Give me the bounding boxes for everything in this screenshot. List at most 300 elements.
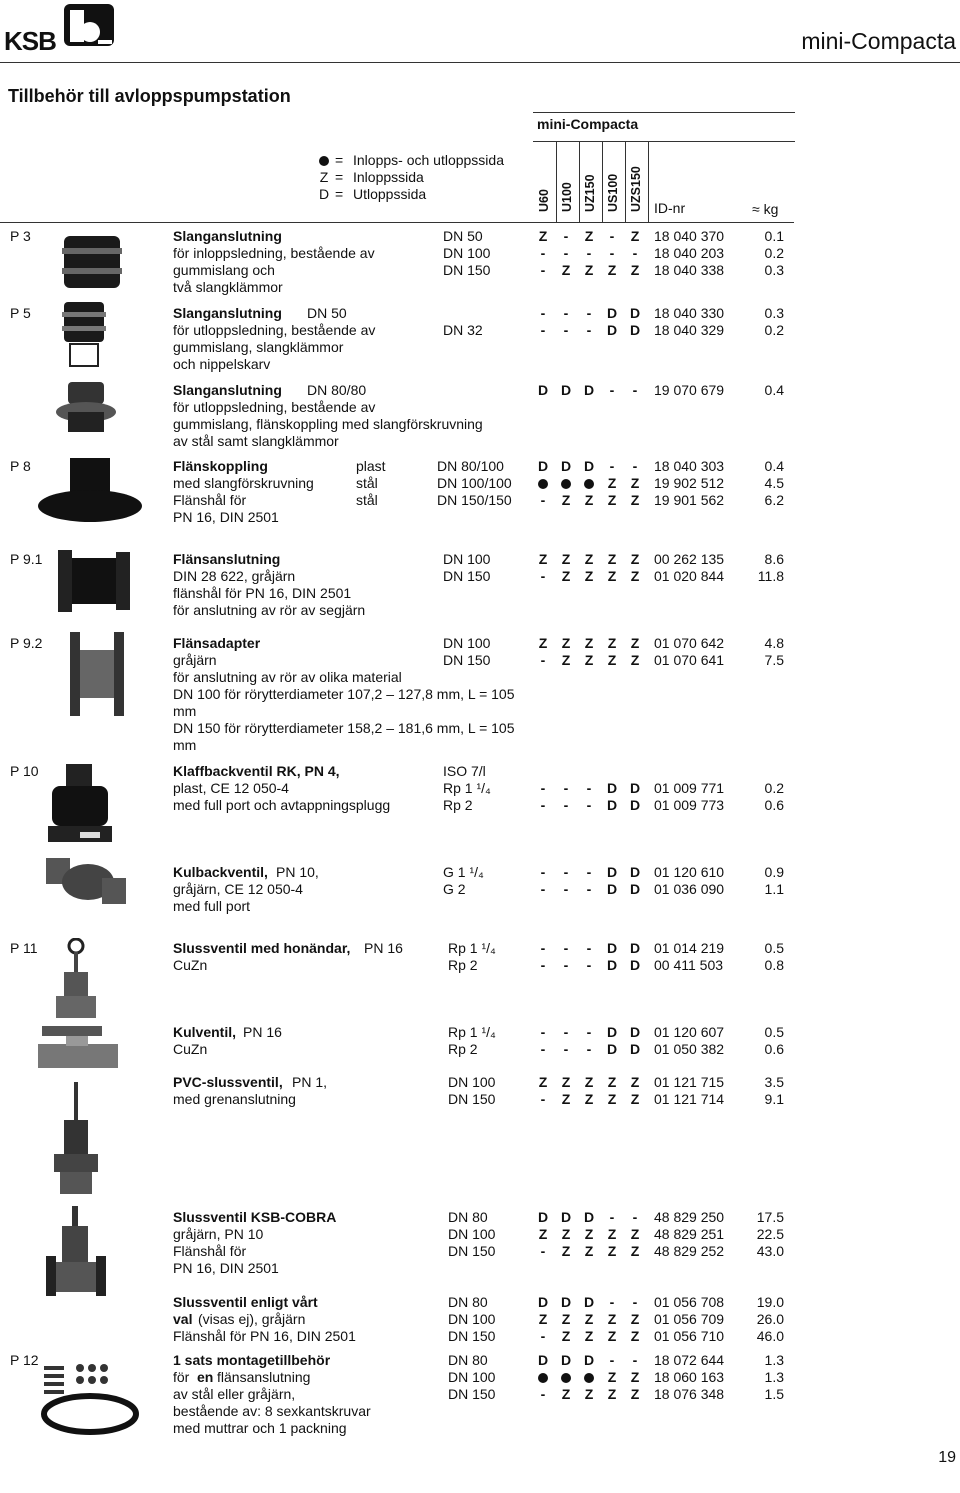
description-text: DN 100 <box>443 245 491 261</box>
mounting-kit-icon <box>40 1358 140 1436</box>
id-number: 01 009 773 <box>654 797 725 813</box>
availability-cell: D <box>583 1209 595 1225</box>
availability-cell: Z <box>630 262 640 278</box>
id-number: 01 070 641 <box>654 652 725 668</box>
id-number: 18 040 338 <box>654 262 725 278</box>
weight-kg: 26.0 <box>756 1311 784 1327</box>
legend-text: Inlopps- och utloppssida <box>353 152 504 168</box>
description-text: DN 80/80 <box>307 382 367 398</box>
description-text: DN 150 <box>443 652 491 668</box>
description-text: Flänshål för <box>173 492 247 508</box>
availability-cell: Z <box>561 551 571 567</box>
availability-cell: Z <box>538 635 548 651</box>
availability-cell: - <box>563 1041 569 1057</box>
availability-cell: Z <box>630 475 640 491</box>
weight-kg: 0.3 <box>764 305 784 321</box>
availability-cell: D <box>629 322 641 338</box>
availability-cell: Z <box>584 228 594 244</box>
description-text: DN 80 <box>448 1352 488 1368</box>
availability-cell: Z <box>607 1243 617 1259</box>
id-number: 01 014 219 <box>654 940 725 956</box>
availability-cell: Z <box>630 1386 640 1402</box>
description-text: Flänskoppling <box>173 458 268 474</box>
availability-cell: Z <box>607 492 617 508</box>
legend-eq: = <box>335 169 344 185</box>
description-text: DN 100 för rörytterdiameter 107,2 – 127,8 mm, L = 105 <box>173 686 515 702</box>
id-number: 01 056 708 <box>654 1294 725 1310</box>
description-text: Flänshål för PN 16, DIN 2501 <box>173 1328 356 1344</box>
availability-cell: - <box>540 957 546 973</box>
availability-cell: - <box>586 1041 592 1057</box>
availability-cell: D <box>583 382 595 398</box>
availability-cell: Z <box>630 1226 640 1242</box>
availability-cell: Z <box>584 1386 594 1402</box>
weight-kg: 19.0 <box>756 1294 784 1310</box>
p-code: P 5 <box>10 305 31 321</box>
availability-cell: Z <box>607 1386 617 1402</box>
availability-cell: Z <box>561 492 571 508</box>
availability-cell: - <box>540 568 546 584</box>
availability-cell: - <box>609 245 615 261</box>
availability-cell: D <box>606 881 618 897</box>
weight-kg: 9.1 <box>764 1091 784 1107</box>
availability-cell: - <box>540 1024 546 1040</box>
column-divider <box>602 141 603 222</box>
column-header-uzs150: UZS150 <box>629 166 643 212</box>
availability-cell: - <box>540 1041 546 1057</box>
description-text: med full port <box>173 898 251 914</box>
description-text: DN 150 <box>448 1243 496 1259</box>
description-text: DN 150 <box>443 568 491 584</box>
availability-cell: - <box>563 322 569 338</box>
description-text: mm <box>173 737 197 753</box>
availability-cell: Z <box>561 1091 571 1107</box>
weight-kg: 0.6 <box>764 797 784 813</box>
weight-kg: 1.5 <box>764 1386 784 1402</box>
availability-cell: Z <box>538 1311 548 1327</box>
id-number: 18 072 644 <box>654 1352 725 1368</box>
availability-cell: - <box>563 305 569 321</box>
legend-row <box>313 186 504 203</box>
availability-cell: Z <box>607 1074 617 1090</box>
availability-cell: Z <box>561 1328 571 1344</box>
availability-cell: D <box>560 1294 572 1310</box>
availability-cell: Z <box>538 1226 548 1242</box>
availability-cell: Z <box>584 568 594 584</box>
description-text: gummislang, flänskoppling med slangförskruvning <box>173 416 483 432</box>
description-text: Rp 1 ¹/₄ <box>448 940 496 956</box>
id-number: 01 120 610 <box>654 864 725 880</box>
availability-cell: - <box>540 305 546 321</box>
description-text: med slangförskruvning <box>173 475 314 491</box>
availability-cell: - <box>540 881 546 897</box>
availability-cell: - <box>563 780 569 796</box>
description-text: gummislang och <box>173 262 275 278</box>
description-text: DN 100/100 <box>437 475 512 491</box>
description-text: PVC-slussventil, <box>173 1074 283 1090</box>
description-text: av stål samt slangklämmor <box>173 433 339 449</box>
availability-cell: - <box>563 228 569 244</box>
availability-cell: - <box>540 1328 546 1344</box>
section-title: Tillbehör till avloppspumpstation <box>8 86 291 106</box>
description-text: DIN 28 622, gråjärn <box>173 568 296 584</box>
description-text: DN 100 <box>448 1226 496 1242</box>
filled-dot-icon <box>556 1369 576 1385</box>
availability-cell: - <box>540 1386 546 1402</box>
weight-kg: 0.2 <box>764 245 784 261</box>
id-header: ID-nr <box>654 200 686 216</box>
weight-kg: 0.9 <box>764 864 784 880</box>
availability-cell: Z <box>584 1074 594 1090</box>
availability-cell: - <box>609 1294 615 1310</box>
description-text: DN 80 <box>448 1209 488 1225</box>
availability-cell: - <box>632 1209 638 1225</box>
weight-kg: 0.6 <box>764 1041 784 1057</box>
weight-kg: 4.8 <box>764 635 784 651</box>
description-text: med full port och avtappningsplugg <box>173 797 391 813</box>
availability-cell: Z <box>630 228 640 244</box>
id-number: 01 121 715 <box>654 1074 725 1090</box>
availability-cell: Z <box>584 1311 594 1327</box>
availability-cell: D <box>537 1352 549 1368</box>
description-text: för inloppsledning, bestående av <box>173 245 375 261</box>
description-text: val <box>173 1311 193 1327</box>
availability-cell: Z <box>584 551 594 567</box>
availability-cell: D <box>629 1041 641 1057</box>
availability-cell: - <box>563 864 569 880</box>
availability-cell: Z <box>630 1328 640 1344</box>
availability-cell: - <box>586 797 592 813</box>
id-number: 01 070 642 <box>654 635 725 651</box>
availability-cell: - <box>609 1209 615 1225</box>
description-text: (visas ej), gråjärn <box>198 1311 306 1327</box>
id-number: 01 120 607 <box>654 1024 725 1040</box>
group-label: mini-Compacta <box>537 116 639 132</box>
weight-kg: 6.2 <box>764 492 784 508</box>
hose-flange-coupling-icon <box>54 378 118 436</box>
description-text: DN 150 <box>443 262 491 278</box>
availability-cell: Z <box>561 1386 571 1402</box>
weight-kg: 0.2 <box>764 322 784 338</box>
ball-check-valve-icon <box>44 852 128 922</box>
description-text: för anslutning av rör av olika material <box>173 669 402 685</box>
weight-kg: 43.0 <box>756 1243 784 1259</box>
id-number: 18 040 330 <box>654 305 725 321</box>
weight-kg: 0.8 <box>764 957 784 973</box>
availability-cell: - <box>563 957 569 973</box>
description-text: DN 80/100 <box>437 458 504 474</box>
availability-cell: - <box>563 245 569 261</box>
availability-cell: - <box>563 1024 569 1040</box>
description-text: stål <box>356 475 378 491</box>
availability-cell: - <box>586 1024 592 1040</box>
availability-cell: Z <box>630 1243 640 1259</box>
id-number: 01 121 714 <box>654 1091 725 1107</box>
description-text: Flänsanslutning <box>173 551 281 567</box>
flange-adapter-icon <box>62 628 132 720</box>
description-text: Rp 1 ¹/₄ <box>443 780 491 796</box>
group-divider-bottom <box>533 141 795 142</box>
description-text: PN 1, <box>292 1074 328 1090</box>
column-header-us100: US100 <box>606 173 620 212</box>
weight-kg: 7.5 <box>764 652 784 668</box>
availability-cell: D <box>560 1352 572 1368</box>
gate-valve-icon <box>50 938 106 1024</box>
availability-cell: D <box>560 1209 572 1225</box>
availability-cell: Z <box>561 1311 571 1327</box>
availability-cell: D <box>629 780 641 796</box>
legend-eq: = <box>335 152 344 168</box>
description-text: DN 50 <box>307 305 347 321</box>
availability-cell: - <box>586 322 592 338</box>
availability-cell: D <box>583 1352 595 1368</box>
description-text: CuZn <box>173 1041 208 1057</box>
column-divider <box>556 141 557 222</box>
availability-cell: D <box>629 1024 641 1040</box>
availability-cell: Z <box>607 1226 617 1242</box>
description-text: gråjärn <box>173 652 217 668</box>
availability-cell: Z <box>607 1328 617 1344</box>
availability-cell: D <box>629 881 641 897</box>
availability-cell: - <box>609 1352 615 1368</box>
availability-cell: D <box>629 305 641 321</box>
availability-cell: - <box>586 881 592 897</box>
weight-kg: 46.0 <box>756 1328 784 1344</box>
availability-cell: D <box>606 305 618 321</box>
availability-cell: D <box>606 797 618 813</box>
filled-dot-icon <box>533 475 553 491</box>
weight-kg: 11.8 <box>757 568 784 584</box>
hose-coupling-icon <box>56 232 128 292</box>
weight-kg: 0.4 <box>764 382 784 398</box>
description-text: Klaffbackventil RK, PN 4, <box>173 763 340 779</box>
description-text: för utloppsledning, bestående av <box>173 322 376 338</box>
description-text: gummislang, slangklämmor <box>173 339 344 355</box>
filled-dot-icon <box>556 475 576 491</box>
id-number: 19 070 679 <box>654 382 725 398</box>
description-text: Slanganslutning <box>173 228 282 244</box>
description-text: PN 10, <box>276 864 319 880</box>
availability-cell: D <box>560 382 572 398</box>
p-code: P 9.1 <box>10 551 43 567</box>
legend-row <box>313 169 504 186</box>
availability-cell: Z <box>607 1091 617 1107</box>
availability-cell: D <box>606 1041 618 1057</box>
id-number: 01 036 090 <box>654 881 725 897</box>
flange-pipe-icon <box>54 546 134 616</box>
description-text: G 2 <box>443 881 466 897</box>
availability-cell: Z <box>607 635 617 651</box>
legend-text: Utloppssida <box>353 186 427 202</box>
description-text: DN 50 <box>443 228 483 244</box>
description-text: DN 100 <box>448 1369 496 1385</box>
description-text: Slussventil enligt vårt <box>173 1294 318 1310</box>
availability-cell: - <box>586 957 592 973</box>
availability-cell: - <box>586 245 592 261</box>
availability-cell: D <box>583 1294 595 1310</box>
description-text: och nippelskarv <box>173 356 271 372</box>
description-text: Rp 2 <box>448 1041 478 1057</box>
description-text: Rp 2 <box>448 957 478 973</box>
id-number: 01 020 844 <box>654 568 725 584</box>
availability-cell: D <box>537 1209 549 1225</box>
description-text: för utloppsledning, bestående av <box>173 399 376 415</box>
p-code: P 9.2 <box>10 635 43 651</box>
header-divider <box>0 62 960 63</box>
description-text: Rp 2 <box>443 797 473 813</box>
availability-cell: Z <box>607 262 617 278</box>
availability-cell: - <box>540 262 546 278</box>
availability-cell: - <box>540 492 546 508</box>
availability-cell: Z <box>561 262 571 278</box>
availability-cell: Z <box>607 568 617 584</box>
availability-cell: - <box>540 780 546 796</box>
availability-cell: - <box>540 322 546 338</box>
group-divider-top <box>533 112 795 113</box>
column-header-u100: U100 <box>560 182 574 212</box>
description-text: PN 16 <box>364 940 403 956</box>
weight-kg: 17.5 <box>756 1209 784 1225</box>
column-divider <box>648 141 649 222</box>
availability-cell: Z <box>607 475 617 491</box>
weight-kg: 1.3 <box>764 1369 784 1385</box>
availability-cell: Z <box>584 1243 594 1259</box>
availability-cell: D <box>606 957 618 973</box>
availability-cell: D <box>606 322 618 338</box>
filled-dot-icon <box>313 152 335 169</box>
description-text: DN 150 <box>448 1328 496 1344</box>
availability-cell: D <box>560 458 572 474</box>
id-number: 00 262 135 <box>654 551 725 567</box>
availability-cell: D <box>583 458 595 474</box>
flange-coupling-icon <box>36 456 144 526</box>
availability-cell: - <box>540 940 546 956</box>
description-text: plast, CE 12 050-4 <box>173 780 289 796</box>
description-text: DN 100 <box>443 635 491 651</box>
description-text: för <box>173 1369 190 1385</box>
availability-cell: Z <box>630 1074 640 1090</box>
description-text: mm <box>173 703 197 719</box>
availability-cell: Z <box>607 1369 617 1385</box>
p-code: P 3 <box>10 228 31 244</box>
availability-cell: - <box>563 881 569 897</box>
availability-cell: Z <box>584 1226 594 1242</box>
availability-cell: Z <box>584 262 594 278</box>
availability-cell: Z <box>561 568 571 584</box>
description-text: Slussventil med honändar, <box>173 940 351 956</box>
description-text: för anslutning av rör av segjärn <box>173 602 366 618</box>
availability-cell: Z <box>630 568 640 584</box>
weight-kg: 8.6 <box>764 551 784 567</box>
legend <box>313 152 504 203</box>
description-text: DN 100 <box>448 1311 496 1327</box>
description-text: PN 16, DIN 2501 <box>173 1260 279 1276</box>
availability-cell: Z <box>607 551 617 567</box>
availability-cell: - <box>540 797 546 813</box>
weight-kg: 0.4 <box>764 458 784 474</box>
availability-cell: D <box>629 864 641 880</box>
availability-cell: D <box>606 864 618 880</box>
column-header-uz150: UZ150 <box>583 174 597 212</box>
id-number: 01 009 771 <box>654 780 725 796</box>
flap-valve-icon <box>38 762 120 846</box>
description-text: 1 sats montagetillbehör <box>173 1352 331 1368</box>
description-text: ISO 7/l <box>443 763 486 779</box>
description-text: DN 100 <box>443 551 491 567</box>
availability-cell: - <box>609 382 615 398</box>
description-text: gråjärn, PN 10 <box>173 1226 264 1242</box>
p-code: P 12 <box>10 1352 39 1368</box>
availability-cell: Z <box>584 1091 594 1107</box>
availability-cell: D <box>537 382 549 398</box>
description-text: PN 16, DIN 2501 <box>173 509 279 525</box>
availability-cell: Z <box>561 1074 571 1090</box>
cobra-gate-valve-icon <box>42 1204 110 1300</box>
id-number: 01 056 710 <box>654 1328 725 1344</box>
id-number: 48 829 250 <box>654 1209 725 1225</box>
brand-title: mini-Compacta <box>801 28 956 54</box>
availability-cell: - <box>540 245 546 261</box>
availability-cell: - <box>563 797 569 813</box>
id-number: 18 076 348 <box>654 1386 725 1402</box>
description-text: DN 100 <box>448 1074 496 1090</box>
availability-cell: Z <box>630 551 640 567</box>
description-text: bestående av: 8 sexkantskruvar <box>173 1403 371 1419</box>
weight-kg: 0.5 <box>764 1024 784 1040</box>
availability-cell: Z <box>630 652 640 668</box>
availability-cell: Z <box>607 1311 617 1327</box>
column-header-u60: U60 <box>537 189 551 212</box>
description-text: stål <box>356 492 378 508</box>
description-text: Flänsadapter <box>173 635 261 651</box>
weight-kg: 0.5 <box>764 940 784 956</box>
availability-cell: Z <box>561 1243 571 1259</box>
description-text: DN 32 <box>443 322 483 338</box>
availability-cell: D <box>537 1294 549 1310</box>
description-text: CuZn <box>173 957 208 973</box>
availability-cell: - <box>632 1294 638 1310</box>
description-text: två slangklämmor <box>173 279 283 295</box>
availability-cell: Z <box>561 635 571 651</box>
logo-text: KSB <box>4 26 56 56</box>
availability-cell: - <box>609 458 615 474</box>
column-divider <box>625 141 626 222</box>
availability-cell: - <box>540 1091 546 1107</box>
id-number: 18 060 163 <box>654 1369 725 1385</box>
weight-kg: 3.5 <box>764 1074 784 1090</box>
id-number: 48 829 252 <box>654 1243 725 1259</box>
availability-cell: - <box>540 864 546 880</box>
availability-cell: - <box>540 652 546 668</box>
weight-kg: 0.2 <box>764 780 784 796</box>
availability-cell: Z <box>538 228 548 244</box>
availability-cell: Z <box>538 551 548 567</box>
description-text: Flänshål för <box>173 1243 247 1259</box>
description-text: DN 150 <box>448 1386 496 1402</box>
availability-cell: Z <box>538 1074 548 1090</box>
id-number: 01 050 382 <box>654 1041 725 1057</box>
availability-cell: - <box>586 305 592 321</box>
legend-row <box>313 152 504 169</box>
column-divider <box>579 141 580 222</box>
ball-valve-icon <box>36 1022 120 1072</box>
availability-cell: Z <box>584 1328 594 1344</box>
availability-cell: Z <box>584 492 594 508</box>
weight-kg: 4.5 <box>764 475 784 491</box>
availability-cell: - <box>586 864 592 880</box>
description-text: med muttrar och 1 packning <box>173 1420 347 1436</box>
kg-header: ≈ kg <box>752 201 779 217</box>
